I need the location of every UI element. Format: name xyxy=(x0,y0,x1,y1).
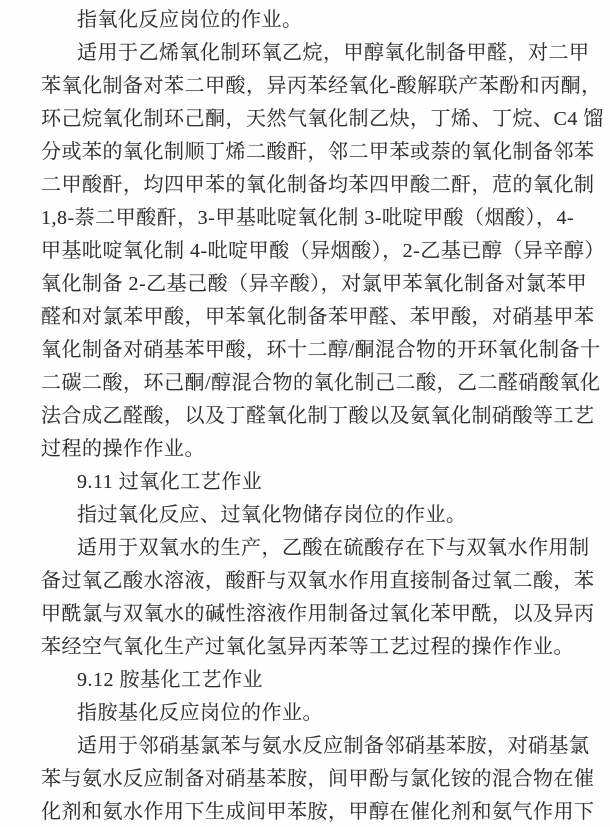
text-line: 分或苯的氧化制顺丁烯二酸酐，邻二甲苯或萘的氧化制备邻苯 xyxy=(41,141,595,163)
text-line: 过程的操作作业。 xyxy=(41,438,205,460)
text-line: 备过氧乙酸水溶液，酸酐与双氧水作用直接制备过氧二酸，苯 xyxy=(41,570,595,592)
text-line: 氧化制备 2-乙基己酸（异辛酸），对氯甲苯氧化制备对氯苯甲 xyxy=(41,273,588,295)
text-line: 适用于乙烯氧化制环氧乙烷，甲醇氧化制备甲醛，对二甲 xyxy=(77,42,590,64)
text-line: 苯氧化制备对苯二甲酸，异丙苯经氧化-酸解联产苯酚和丙酮， xyxy=(41,75,602,97)
text-line: 醛和对氯苯甲酸，甲苯氧化制备苯甲醛、苯甲酸，对硝基甲苯 xyxy=(41,306,595,328)
text-line: 法合成乙醛酸，以及丁醛氧化制丁酸以及氨氧化制硝酸等工艺 xyxy=(41,405,595,427)
text-line: 指氧化反应岗位的作业。 xyxy=(77,9,303,31)
text-line: 环己烷氧化制环己酮，天然气氧化制乙炔，丁烯、丁烷、C4 馏 xyxy=(41,108,604,130)
document-text xyxy=(41,4,603,827)
text-line: 甲酰氯与双氧水的碱性溶液作用制备过氧化苯甲酰，以及异丙 xyxy=(41,603,595,625)
text-line: 指过氧化反应、过氧化物储存岗位的作业。 xyxy=(77,504,467,526)
text-line: 苯经空气氧化生产过氧化氢异丙苯等工艺过程的操作作业。 xyxy=(41,636,574,658)
text-line: 二甲酸酐，均四甲苯的氧化制备均苯四甲酸二酐，苊的氧化制 xyxy=(41,174,595,196)
text-line: 适用于邻硝基氯苯与氨水反应制备邻硝基苯胺，对硝基氯 xyxy=(77,735,590,757)
text-line: 氧化制备对硝基苯甲酸，环十二醇/酮混合物的开环氧化制备十 xyxy=(41,339,601,361)
text-line: 甲基吡啶氧化制 4-吡啶甲酸（异烟酸），2-乙基已醇（异辛醇） xyxy=(41,240,605,262)
text-line: 苯与氨水反应制备对硝基苯胺，间甲酚与氯化铵的混合物在催 xyxy=(41,768,595,790)
text-line: 1,8-萘二甲酸酐，3-甲基吡啶氧化制 3-吡啶甲酸（烟酸），4- xyxy=(41,207,575,229)
text-line: 9.12 胺基化工艺作业 xyxy=(77,669,263,691)
text-line: 适用于双氧水的生产，乙酸在硫酸存在下与双氧水作用制 xyxy=(77,537,590,559)
text-line: 指胺基化反应岗位的作业。 xyxy=(77,702,323,724)
text-line: 二碳二酸，环己酮/醇混合物的氧化制己二酸，乙二醛硝酸氧化 xyxy=(41,372,601,394)
text-line: 9.11 过氧化工艺作业 xyxy=(77,471,263,493)
text-line: 化剂和氨水作用下生成间甲苯胺，甲醇在催化剂和氨气作用下 xyxy=(41,801,595,823)
